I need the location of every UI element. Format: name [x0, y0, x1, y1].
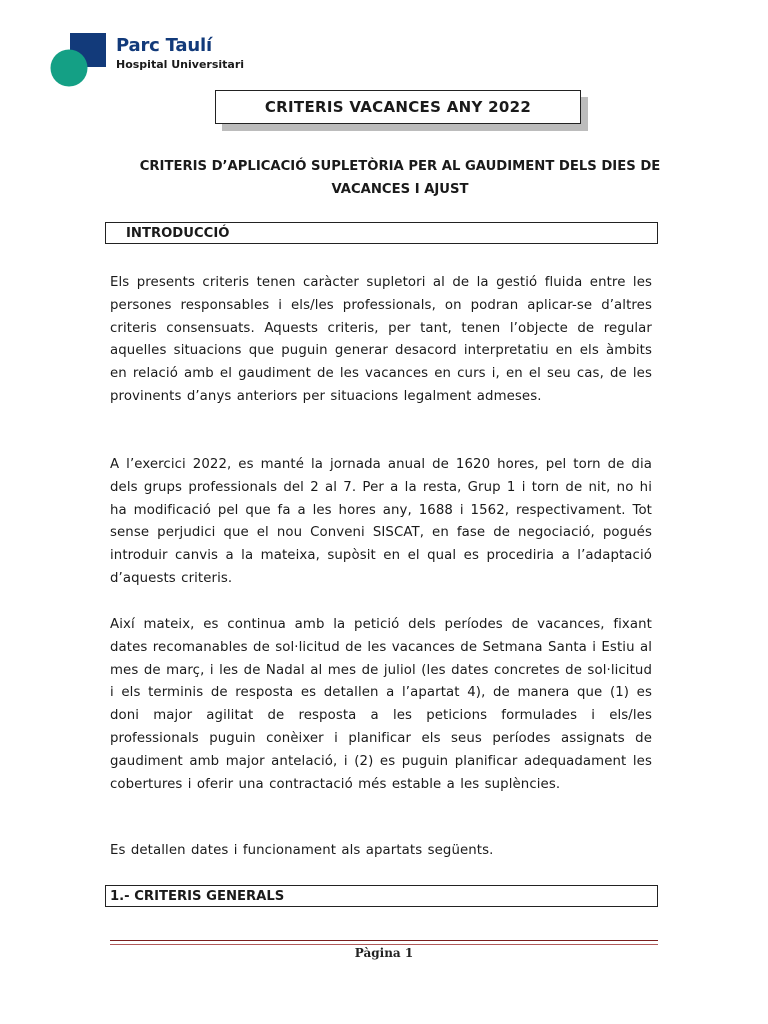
logo-name: Parc Taulí [116, 35, 212, 56]
section-heading-introduccio [105, 222, 658, 244]
parc-tauli-logo-icon [50, 33, 110, 89]
paragraph-4: Es detallen dates i funcionament als apartats següents. [110, 843, 494, 858]
section-heading-label: 1.- CRITERIS GENERALS [110, 888, 285, 904]
logo-subtitle: Hospital Universitari [116, 58, 245, 71]
document-subtitle: CRITERIS D’APLICACIÓ SUPLETÒRIA PER AL GAUDIMENT DELS DIES DE VACANCES I AJUST [139, 159, 661, 197]
hospital-logo [50, 33, 250, 89]
document-title: CRITERIS VACANCES ANY 2022 [215, 90, 581, 124]
footer-divider [110, 940, 658, 941]
paragraph-1: Els presents criteris tenen caràcter supletori al de la gestió fluida entre les persones responsables i els/les professionals, on podran aplicar-se d’altres criteris consensuats. Aquests criteris, per tant, tenen l’objecte de regular aquelles situacions que puguin generar desacord interpretatiu en els àmbits en relació amb el gaudiment de les vacances en curs i, en el seu cas, de les provinents d’anys anteriors per situacions legalment admeses. [110, 275, 652, 404]
section-heading-label: INTRODUCCIÓ [126, 225, 230, 241]
paragraph-2: A l’exercici 2022, es manté la jornada anual de 1620 hores, pel torn de dia dels grups professionals del 2 al 7. Per a la resta, Grup 1 i torn de nit, no hi ha modificació pel que fa a les hores any, 1688 i 1562, respectivament. Tot sense perjudici que el nou Conveni SISCAT, en fase de negociació, pogués introduir canvis a la mateixa, supòsit en el qual es procediria a l’adaptació d’aquests criteris. [110, 457, 652, 586]
section-heading-criteris-generals [105, 885, 658, 907]
paragraph-3: Així mateix, es continua amb la petició dels períodes de vacances, fixant dates recomanables de sol·licitud de les vacances de Setmana Santa i Estiu al mes de març, i les de Nadal al mes de juliol (les dates concretes de sol·licitud i els terminis de resposta es detallen a l’apartat 4), de manera que (1) es doni major agilitat de resposta a les peticions formulades i els/les professionals puguin conèixer i planificar els seus períodes assignats de gaudiment amb major antelació, i (2) es puguin planificar adequadament les cobertures i oferir una contractació més estable a les suplències. [110, 617, 652, 792]
footer-divider-secondary [110, 944, 658, 945]
page-number: Pàgina 1 [354, 946, 414, 960]
